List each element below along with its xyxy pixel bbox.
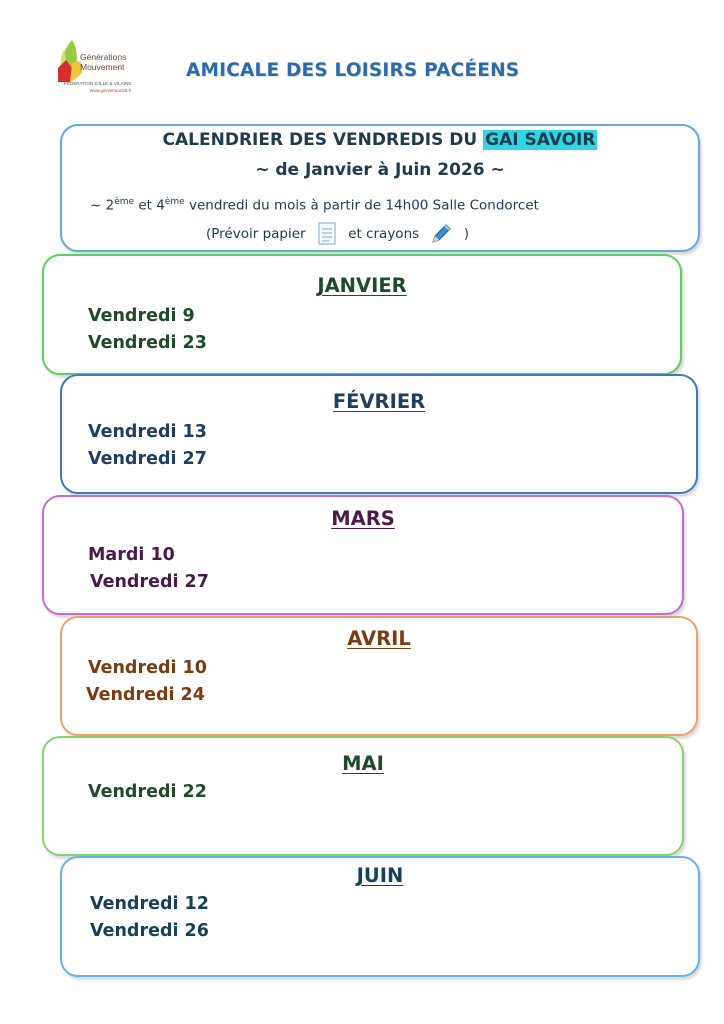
header-box [60, 124, 700, 252]
supplies-text-b: et crayons [348, 226, 420, 242]
paper-icon [316, 221, 338, 247]
date-janvier-2: Vendredi 23 [88, 333, 207, 353]
calendar-heading [62, 130, 698, 150]
supplies-note [206, 221, 469, 247]
logo-brand-text [80, 52, 126, 72]
calendar-heading-text: CALENDRIER DES VENDREDIS DU [162, 130, 484, 150]
date-avril-2: Vendredi 24 [86, 685, 205, 705]
month-box-juin [60, 856, 700, 977]
page-title: AMICALE DES LOISIRS PACÉENS [186, 60, 520, 81]
month-box-mars [42, 495, 684, 615]
month-title-avril: AVRIL [347, 627, 411, 650]
schedule-info [90, 197, 539, 214]
gai-savoir-highlight: GAI SAVOIR [485, 130, 596, 150]
date-mars-1: Mardi 10 [88, 545, 175, 565]
month-box-janvier [42, 254, 682, 375]
date-fevrier-2: Vendredi 27 [88, 449, 207, 469]
supplies-text-a: (Prévoir papier [206, 226, 306, 242]
date-fevrier-1: Vendredi 13 [88, 422, 207, 442]
date-avril-1: Vendredi 10 [88, 658, 207, 678]
date-mars-2: Vendredi 27 [90, 572, 209, 592]
date-mai-1: Vendredi 22 [88, 782, 207, 802]
generations-mouvement-logo [48, 36, 144, 102]
month-title-mars: MARS [331, 507, 395, 530]
date-janvier-1: Vendredi 9 [88, 306, 195, 326]
logo-brand-line1: Générations [80, 52, 127, 62]
schedule-sup-2: ème [164, 197, 185, 207]
month-title-mai: MAI [342, 752, 384, 775]
month-title-fevrier: FÉVRIER [332, 390, 426, 413]
logo-federation: FÉDÉRATION D'ILLE & VILAINE [64, 81, 132, 86]
month-box-avril [60, 616, 698, 736]
date-juin-1: Vendredi 12 [90, 894, 209, 914]
schedule-text-b: et 4 [134, 197, 165, 214]
schedule-text-a: ~ 2 [90, 197, 115, 214]
logo-url: www.gensmouv35.fr [90, 88, 132, 93]
supplies-text-c: ) [463, 226, 470, 242]
pencil-icon [429, 222, 453, 246]
month-title-janvier: JANVIER [317, 274, 407, 297]
logo-brand-line2: Mouvement [80, 62, 125, 72]
month-box-mai [42, 736, 684, 856]
schedule-text-c: vendredi du mois à partir de 14h00 Salle Condorcet [184, 197, 539, 214]
month-box-fevrier [60, 374, 698, 494]
month-title-juin: JUIN [356, 864, 404, 887]
schedule-sup-1: ème [114, 197, 135, 207]
calendar-period: ~ de Janvier à Juin 2026 ~ [255, 160, 505, 180]
date-juin-2: Vendredi 26 [90, 921, 209, 941]
